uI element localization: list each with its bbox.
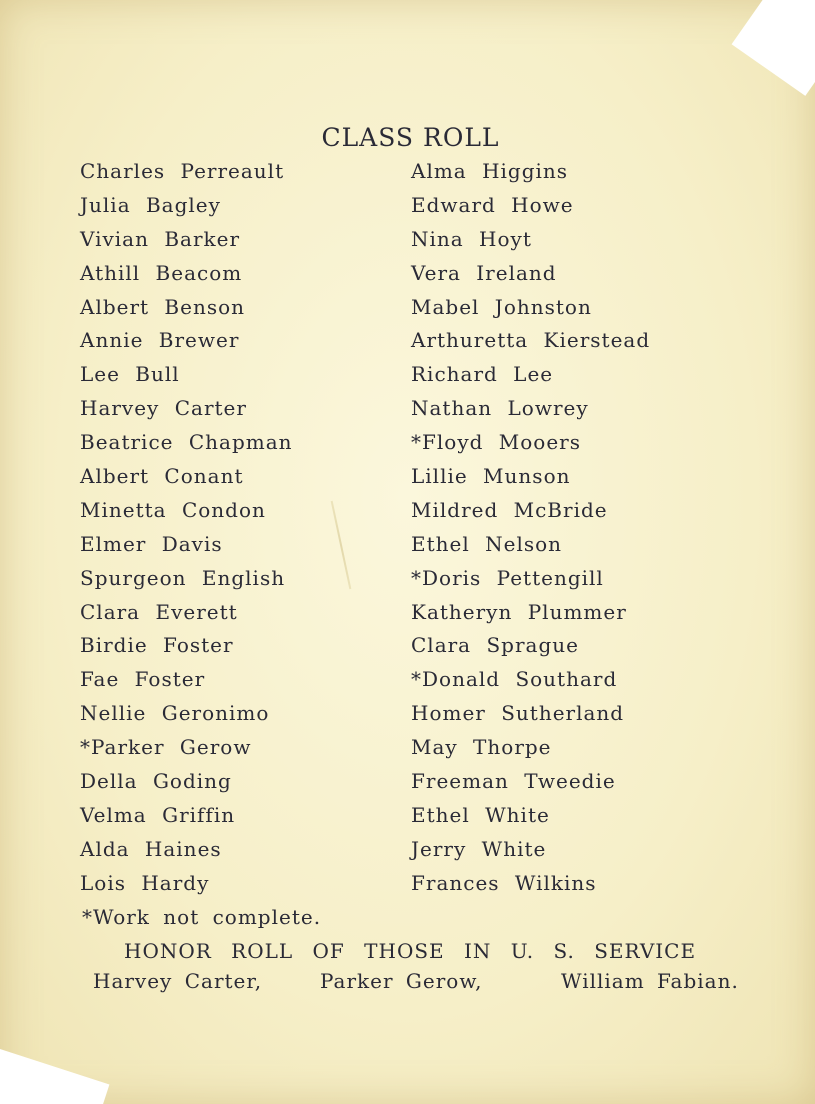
- class-roll-name: *Floyd Mooers: [411, 430, 581, 455]
- left-name-column: [80, 156, 293, 902]
- class-roll-name: Athill Beacom: [80, 260, 243, 285]
- class-roll-name: *Doris Pettengill: [411, 565, 604, 590]
- class-roll-name: Alma Higgins: [411, 159, 569, 183]
- class-roll-name: Velma Griffin: [80, 802, 236, 827]
- class-roll-name: Mabel Johnston: [411, 294, 592, 319]
- class-roll-name: Frances Wilkins: [411, 870, 597, 895]
- class-roll-name: Charles Perreault: [80, 159, 285, 183]
- class-roll-name: Alda Haines: [80, 836, 222, 861]
- class-roll-name: Lois Hardy: [80, 870, 210, 895]
- class-roll-name: May Thorpe: [411, 735, 552, 760]
- class-roll-name: Vera Ireland: [411, 260, 557, 285]
- class-roll-name: Albert Conant: [80, 464, 244, 489]
- torn-corner-top-right: [732, 0, 815, 96]
- class-roll-name: Jerry White: [411, 836, 547, 861]
- class-roll-name: Harvey Carter: [80, 396, 247, 421]
- class-roll-name: Edward Howe: [411, 192, 574, 217]
- class-roll-name: Beatrice Chapman: [80, 430, 293, 455]
- class-roll-name: Vivian Barker: [80, 226, 241, 251]
- honor-roll-name: Parker Gerow,: [320, 969, 483, 993]
- class-roll-name: Fae Foster: [80, 667, 206, 692]
- class-roll-name: Ethel Nelson: [411, 531, 563, 556]
- class-roll-name: Della Goding: [80, 769, 232, 794]
- class-roll-name: Freeman Tweedie: [411, 769, 616, 794]
- class-roll-name: Richard Lee: [411, 362, 554, 387]
- class-roll-name: Arthuretta Kierstead: [411, 328, 651, 353]
- class-roll-name: Albert Benson: [80, 294, 246, 319]
- class-roll-name: Elmer Davis: [80, 531, 223, 556]
- honor-roll-name: William Fabian.: [561, 969, 739, 993]
- class-roll-name: Clara Sprague: [411, 633, 579, 658]
- torn-corner-bottom-left: [0, 1047, 109, 1104]
- right-name-column: [411, 156, 650, 902]
- class-roll-name: Julia Bagley: [80, 192, 221, 217]
- honor-roll-heading: HONOR ROLL OF THOSE IN U. S. SERVICE: [124, 939, 697, 963]
- footnote: *Work not complete.: [82, 905, 322, 929]
- class-roll-name: Mildred McBride: [411, 497, 608, 522]
- class-roll-name: Nathan Lowrey: [411, 396, 589, 421]
- class-roll-name: *Parker Gerow: [80, 735, 252, 760]
- paper-crease: [331, 501, 352, 589]
- class-roll-name: Spurgeon English: [80, 565, 286, 590]
- class-roll-name: Minetta Condon: [80, 497, 266, 522]
- class-roll-name: Clara Everett: [80, 599, 238, 624]
- honor-roll-name: Harvey Carter,: [93, 969, 263, 993]
- class-roll-name: Homer Sutherland: [411, 701, 625, 726]
- honor-roll-names: [0, 969, 815, 999]
- class-roll-name: Birdie Foster: [80, 633, 234, 658]
- class-roll-name: Ethel White: [411, 802, 550, 827]
- class-roll-name: Lillie Munson: [411, 464, 571, 489]
- class-roll-name: Nina Hoyt: [411, 226, 532, 251]
- class-roll-name: *Donald Southard: [411, 667, 618, 692]
- class-roll-name: Annie Brewer: [80, 328, 240, 353]
- class-roll-name: Lee Bull: [80, 362, 180, 387]
- page-title: CLASS ROLL: [321, 123, 500, 152]
- class-roll-name: Katheryn Plummer: [411, 599, 627, 624]
- class-roll-name: Nellie Geronimo: [80, 701, 270, 726]
